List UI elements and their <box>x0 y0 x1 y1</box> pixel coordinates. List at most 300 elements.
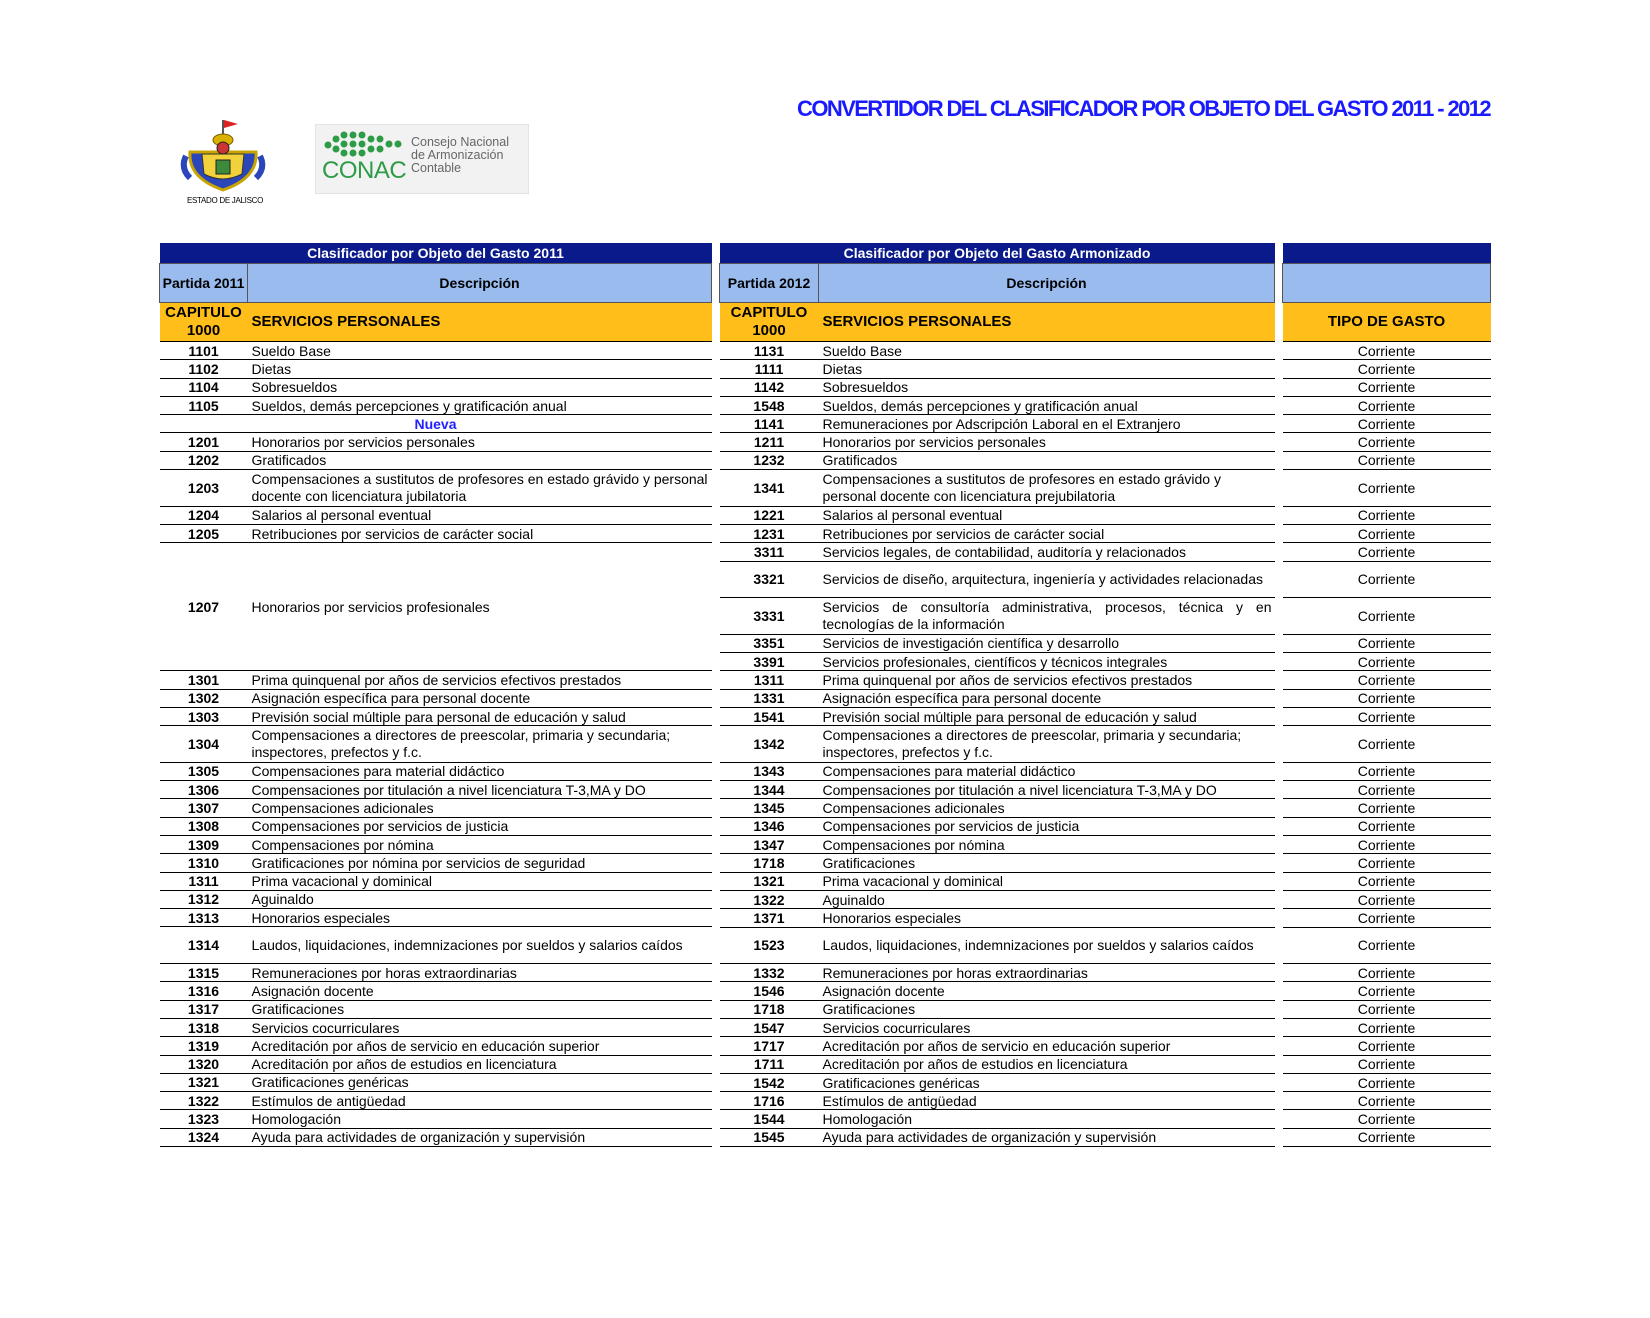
descripcion-2012: Compensaciones a directores de preescolar, primaria y secundaria; inspectores, prefectos y f.c. <box>819 726 1275 763</box>
table-row-2012 <box>720 342 1275 360</box>
col-desc-2011: Descripción <box>248 264 712 303</box>
tipo-gasto-value: Corriente <box>1283 433 1491 451</box>
partida-2012: 1718 <box>720 854 819 872</box>
tipo-gasto-value: Corriente <box>1283 451 1491 469</box>
tipo-gasto-value: Corriente <box>1283 726 1491 763</box>
conac-line-3: Contable <box>411 161 462 175</box>
descripcion-2012: Remuneraciones por horas extraordinarias <box>819 964 1275 982</box>
table-row-2011 <box>160 451 712 469</box>
table-tipo-gasto <box>1282 243 1491 1147</box>
band-row-2011 <box>160 243 712 264</box>
descripcion-2012: Servicios de investigación científica y desarrollo <box>819 634 1275 652</box>
descripcion-2011: Laudos, liquidaciones, indemnizaciones por sueldos y salarios caídos <box>248 927 712 964</box>
descripcion-2011: Compensaciones por servicios de justicia <box>248 817 712 835</box>
descripcion-2012: Remuneraciones por Adscripción Laboral en el Extranjero <box>819 415 1275 433</box>
table-row-2011 <box>160 762 712 780</box>
table-row-tipo <box>1283 817 1491 835</box>
table-row-2011 <box>160 799 712 817</box>
table-row-tipo <box>1283 506 1491 524</box>
descripcion-2011: Homologación <box>248 1110 712 1128</box>
partida-2011: 1317 <box>160 1000 248 1018</box>
descripcion-2011: Compensaciones para material didáctico <box>248 762 712 780</box>
tipo-gasto-value: Corriente <box>1283 799 1491 817</box>
table-row-2012 <box>720 524 1275 542</box>
table-row-2012 <box>720 927 1275 964</box>
table-row-2012 <box>720 872 1275 890</box>
descripcion-2011: Gratificaciones <box>248 1000 712 1018</box>
descripcion-2011: Ayuda para actividades de organización y supervisión <box>248 1128 712 1146</box>
table-row-tipo <box>1283 653 1491 671</box>
tipo-gasto-value: Corriente <box>1283 543 1491 561</box>
partida-2012: 1716 <box>720 1092 819 1110</box>
table-row-tipo <box>1283 1110 1491 1128</box>
partida-2012: 3351 <box>720 634 819 652</box>
table-row-2012 <box>720 671 1275 689</box>
partida-2012: 1542 <box>720 1073 819 1091</box>
table-row-tipo <box>1283 781 1491 799</box>
tipo-gasto-value: Corriente <box>1283 598 1491 635</box>
band-tipo <box>1283 243 1491 264</box>
partida-2012: 3331 <box>720 598 819 635</box>
tipo-gasto-value: Corriente <box>1283 689 1491 707</box>
table-row-2012 <box>720 1073 1275 1091</box>
tipo-gasto-value: Corriente <box>1283 561 1491 598</box>
table-row-2012 <box>720 1037 1275 1055</box>
table-row-2011 <box>160 726 712 763</box>
tipo-gasto-value: Corriente <box>1283 836 1491 854</box>
tipo-gasto-value: Corriente <box>1283 707 1491 725</box>
descripcion-2012: Honorarios especiales <box>819 909 1275 927</box>
table-row-2011 <box>160 982 712 1000</box>
partida-2011: 1307 <box>160 799 248 817</box>
partida-2011: 1312 <box>160 890 248 908</box>
table-2012 <box>719 243 1275 1147</box>
partida-2012: 1545 <box>720 1128 819 1146</box>
table-row-2011 <box>160 470 712 507</box>
descripcion-2012: Salarios al personal eventual <box>819 506 1275 524</box>
partida-2012: 1345 <box>720 799 819 817</box>
table-row-2011 <box>160 707 712 725</box>
table-row-2011 <box>160 543 712 671</box>
table-row-2012 <box>720 1092 1275 1110</box>
partida-2012: 1321 <box>720 872 819 890</box>
tipo-gasto-value: Corriente <box>1283 1000 1491 1018</box>
partida-2011: 1104 <box>160 378 248 396</box>
table-row-2012 <box>720 1000 1275 1018</box>
partida-2012: 1347 <box>720 836 819 854</box>
table-row-tipo <box>1283 799 1491 817</box>
table-row-2012 <box>720 909 1275 927</box>
descripcion-2012: Compensaciones por servicios de justicia <box>819 817 1275 835</box>
partida-2012: 1523 <box>720 927 819 964</box>
tipo-gasto-value: Corriente <box>1283 470 1491 507</box>
table-row-2012 <box>720 451 1275 469</box>
table-row-tipo <box>1283 524 1491 542</box>
table-row-2011 <box>160 415 712 433</box>
partida-2011: 1204 <box>160 506 248 524</box>
descripcion-2011: Acreditación por años de servicio en educación superior <box>248 1037 712 1055</box>
table-row-2012 <box>720 378 1275 396</box>
conac-logo <box>315 124 529 194</box>
table-row-2012 <box>720 707 1275 725</box>
descripcion-2012: Gratificaciones genéricas <box>819 1073 1275 1091</box>
descripcion-2011: Estímulos de antigüedad <box>248 1092 712 1110</box>
chapter-code-2012: CAPITULO 1000 <box>720 303 819 342</box>
descripcion-2012: Sueldo Base <box>819 342 1275 360</box>
partida-2012: 1332 <box>720 964 819 982</box>
table-row-tipo <box>1283 1128 1491 1146</box>
descripcion-2011: Servicios cocurriculares <box>248 1018 712 1036</box>
col-partida-2012: Partida 2012 <box>720 264 819 303</box>
descripcion-2011: Sobresueldos <box>248 378 712 396</box>
partida-2012: 1548 <box>720 396 819 414</box>
tipo-gasto-value: Corriente <box>1283 634 1491 652</box>
tipo-gasto-value: Corriente <box>1283 1092 1491 1110</box>
partida-2011: 1324 <box>160 1128 248 1146</box>
partida-2012: 1232 <box>720 451 819 469</box>
conac-line-1: Consejo Nacional <box>411 135 509 149</box>
partida-2011: 1302 <box>160 689 248 707</box>
table-row-tipo <box>1283 543 1491 561</box>
descripcion-2011: Remuneraciones por horas extraordinarias <box>248 964 712 982</box>
table-row-2012 <box>720 360 1275 378</box>
descripcion-2011: Compensaciones por nómina <box>248 835 712 853</box>
table-row-2012 <box>720 470 1275 507</box>
descripcion-2011: Aguinaldo <box>248 890 712 908</box>
table-row-tipo <box>1283 1037 1491 1055</box>
table-row-tipo <box>1283 1055 1491 1073</box>
col-tipo-blank <box>1283 264 1491 303</box>
table-row-2012 <box>720 433 1275 451</box>
table-row-tipo <box>1283 890 1491 908</box>
descripcion-2012: Prima quinquenal por años de servicios efectivos prestados <box>819 671 1275 689</box>
tipo-gasto-value: Corriente <box>1283 890 1491 908</box>
table-row-tipo <box>1283 854 1491 872</box>
chapter-row-2012 <box>720 303 1275 342</box>
descripcion-2012: Compensaciones para material didáctico <box>819 762 1275 780</box>
partida-2011: 1318 <box>160 1018 248 1036</box>
descripcion-2012: Compensaciones por nómina <box>819 836 1275 854</box>
descripcion-2011: Compensaciones adicionales <box>248 799 712 817</box>
descripcion-2012: Estímulos de antigüedad <box>819 1092 1275 1110</box>
partida-2012: 1546 <box>720 982 819 1000</box>
header-row-tipo <box>1283 264 1491 303</box>
table-row-2012 <box>720 1110 1275 1128</box>
table-row-2012 <box>720 726 1275 763</box>
partida-2011: 1303 <box>160 707 248 725</box>
table-row-tipo <box>1283 689 1491 707</box>
tipo-gasto-value: Corriente <box>1283 506 1491 524</box>
table-row-2012 <box>720 1055 1275 1073</box>
descripcion-2012: Gratificaciones <box>819 1000 1275 1018</box>
band-row-2012 <box>720 243 1275 264</box>
descripcion-2012: Servicios de diseño, arquitectura, ingeniería y actividades relacionadas <box>819 561 1275 598</box>
table-row-tipo <box>1283 396 1491 414</box>
tipo-gasto-value: Corriente <box>1283 1110 1491 1128</box>
partida-2012: 1541 <box>720 707 819 725</box>
table-row-tipo <box>1283 470 1491 507</box>
table-row-tipo <box>1283 378 1491 396</box>
partida-2011: 1308 <box>160 817 248 835</box>
partida-2011: 1202 <box>160 451 248 469</box>
header-row-2012 <box>720 264 1275 303</box>
table-row-tipo <box>1283 1018 1491 1036</box>
descripcion-2012: Honorarios por servicios personales <box>819 433 1275 451</box>
tipo-gasto-value: Corriente <box>1283 524 1491 542</box>
partida-2011: 1309 <box>160 835 248 853</box>
tipo-gasto-value: Corriente <box>1283 1055 1491 1073</box>
partida-2011: 1316 <box>160 982 248 1000</box>
chapter-row-2011 <box>160 303 712 342</box>
partida-2011: 1315 <box>160 964 248 982</box>
partida-2012: 1141 <box>720 415 819 433</box>
partida-2012: 1547 <box>720 1018 819 1036</box>
partida-2011: 1319 <box>160 1037 248 1055</box>
table-row-2011 <box>160 524 712 542</box>
partida-2012: 1342 <box>720 726 819 763</box>
descripcion-2011: Dietas <box>248 360 712 378</box>
descripcion-2012: Previsión social múltiple para personal de educación y salud <box>819 707 1275 725</box>
table-row-2012 <box>720 543 1275 561</box>
table-row-2012 <box>720 689 1275 707</box>
tipo-gasto-value: Corriente <box>1283 342 1491 360</box>
table-row-tipo <box>1283 360 1491 378</box>
tipo-gasto-value: Corriente <box>1283 781 1491 799</box>
descripcion-2011: Gratificaciones genéricas <box>248 1073 712 1091</box>
table-row-2011 <box>160 835 712 853</box>
partida-2012: 1341 <box>720 470 819 507</box>
table-row-2011 <box>160 396 712 414</box>
conac-fullname <box>411 136 509 175</box>
tipo-gasto-value: Corriente <box>1283 360 1491 378</box>
descripcion-2011: Asignación docente <box>248 982 712 1000</box>
table-row-2012 <box>720 799 1275 817</box>
table-row-2011 <box>160 1000 712 1018</box>
partida-2011: 1320 <box>160 1055 248 1073</box>
partida-2011: 1321 <box>160 1073 248 1091</box>
descripcion-2012: Acreditación por años de estudios en licenciatura <box>819 1055 1275 1073</box>
descripcion-2011: Honorarios por servicios personales <box>248 433 712 451</box>
col-desc-2012: Descripción <box>819 264 1275 303</box>
partida-2012: 1142 <box>720 378 819 396</box>
table-row-tipo <box>1283 909 1491 927</box>
table-row-2011 <box>160 1092 712 1110</box>
tipo-header: TIPO DE GASTO <box>1283 303 1491 342</box>
band-2011: Clasificador por Objeto del Gasto 2011 <box>160 243 712 264</box>
partida-2011: 1306 <box>160 781 248 799</box>
table-row-2012 <box>720 561 1275 598</box>
descripcion-2012: Acreditación por años de servicio en educación superior <box>819 1037 1275 1055</box>
partida-2012: 1221 <box>720 506 819 524</box>
descripcion-2012: Sobresueldos <box>819 378 1275 396</box>
partida-2012: 1371 <box>720 909 819 927</box>
table-row-tipo <box>1283 1092 1491 1110</box>
tipo-gasto-value: Corriente <box>1283 872 1491 890</box>
partida-2011: 1305 <box>160 762 248 780</box>
table-row-2011 <box>160 909 712 927</box>
tipo-gasto-value: Corriente <box>1283 1128 1491 1146</box>
tipo-gasto-value: Corriente <box>1283 1018 1491 1036</box>
descripcion-2011: Sueldo Base <box>248 342 712 360</box>
descripcion-2011: Previsión social múltiple para personal de educación y salud <box>248 707 712 725</box>
table-row-tipo <box>1283 598 1491 635</box>
table-row-2011 <box>160 964 712 982</box>
tipo-gasto-value: Corriente <box>1283 378 1491 396</box>
partida-2011: 1313 <box>160 909 248 927</box>
tipo-gasto-value: Corriente <box>1283 982 1491 1000</box>
table-row-2012 <box>720 982 1275 1000</box>
descripcion-2011: Compensaciones por titulación a nivel licenciatura T-3,MA y DO <box>248 781 712 799</box>
band-2012: Clasificador por Objeto del Gasto Armonizado <box>720 243 1275 264</box>
table-row-2012 <box>720 598 1275 635</box>
descripcion-2011: Prima vacacional y dominical <box>248 872 712 890</box>
partida-2012: 3321 <box>720 561 819 598</box>
table-row-2012 <box>720 506 1275 524</box>
table-2011 <box>159 243 712 1147</box>
table-row-2012 <box>720 634 1275 652</box>
tipo-gasto-value: Corriente <box>1283 817 1491 835</box>
descripcion-2012: Compensaciones por titulación a nivel licenciatura T-3,MA y DO <box>819 781 1275 799</box>
descripcion-2012: Gratificaciones <box>819 854 1275 872</box>
descripcion-2012: Compensaciones adicionales <box>819 799 1275 817</box>
jalisco-seal-logo <box>180 118 270 210</box>
partida-2012: 3311 <box>720 543 819 561</box>
descripcion-2012: Sueldos, demás percepciones y gratificación anual <box>819 396 1275 414</box>
table-row-2011 <box>160 817 712 835</box>
chapter-row-tipo <box>1283 303 1491 342</box>
table-row-2011 <box>160 1037 712 1055</box>
table-row-2012 <box>720 762 1275 780</box>
partida-2011: 1322 <box>160 1092 248 1110</box>
table-row-2011 <box>160 433 712 451</box>
tipo-gasto-value: Corriente <box>1283 762 1491 780</box>
tipo-gasto-value: Corriente <box>1283 671 1491 689</box>
table-row-2012 <box>720 1018 1275 1036</box>
table-row-2011 <box>160 1073 712 1091</box>
descripcion-2011: Retribuciones por servicios de carácter social <box>248 524 712 542</box>
table-row-tipo <box>1283 634 1491 652</box>
descripcion-2012: Asignación docente <box>819 982 1275 1000</box>
tipo-gasto-value: Corriente <box>1283 1037 1491 1055</box>
partida-2012: 1344 <box>720 781 819 799</box>
table-row-2011 <box>160 689 712 707</box>
descripcion-2011: Acreditación por años de estudios en licenciatura <box>248 1055 712 1073</box>
table-row-tipo <box>1283 433 1491 451</box>
table-row-2011 <box>160 1055 712 1073</box>
table-row-2011 <box>160 872 712 890</box>
table-row-tipo <box>1283 726 1491 763</box>
partida-2012: 1717 <box>720 1037 819 1055</box>
table-row-2012 <box>720 781 1275 799</box>
partida-2012: 1322 <box>720 890 819 908</box>
table-row-2011 <box>160 342 712 360</box>
table-row-2012 <box>720 854 1275 872</box>
jalisco-coat-of-arms-icon <box>180 118 270 196</box>
table-row-2011 <box>160 506 712 524</box>
nueva-label: Nueva <box>160 415 712 433</box>
table-row-tipo <box>1283 1073 1491 1091</box>
descripcion-2011: Sueldos, demás percepciones y gratificación anual <box>248 396 712 414</box>
descripcion-2012: Laudos, liquidaciones, indemnizaciones por sueldos y salarios caídos <box>819 927 1275 964</box>
partida-2012: 1111 <box>720 360 819 378</box>
table-row-tipo <box>1283 762 1491 780</box>
header-row-2011 <box>160 264 712 303</box>
partida-2012: 1544 <box>720 1110 819 1128</box>
table-row-tipo <box>1283 836 1491 854</box>
descripcion-2011: Compensaciones a sustitutos de profesores en estado grávido y personal docente con licenciatura jubilatoria <box>248 470 712 507</box>
partida-2011: 1310 <box>160 854 248 872</box>
partida-2011: 1323 <box>160 1110 248 1128</box>
table-row-tipo <box>1283 927 1491 964</box>
table-row-tipo <box>1283 451 1491 469</box>
partida-2012: 1718 <box>720 1000 819 1018</box>
partida-2012: 1343 <box>720 762 819 780</box>
descripcion-2012: Homologación <box>819 1110 1275 1128</box>
tipo-gasto-value: Corriente <box>1283 927 1491 964</box>
descripcion-2011: Honorarios por servicios profesionales <box>248 543 712 671</box>
table-row-2012 <box>720 964 1275 982</box>
descripcion-2012: Ayuda para actividades de organización y supervisión <box>819 1128 1275 1146</box>
table-row-tipo <box>1283 415 1491 433</box>
partida-2011: 1205 <box>160 524 248 542</box>
tipo-gasto-value: Corriente <box>1283 396 1491 414</box>
table-row-2012 <box>720 1128 1275 1146</box>
band-row-tipo <box>1283 243 1491 264</box>
descripcion-2012: Servicios de consultoría administrativa, procesos, técnica y en tecnologías de la información <box>819 598 1275 635</box>
partida-2011: 1207 <box>160 543 248 671</box>
partida-2011: 1301 <box>160 671 248 689</box>
descripcion-2012: Servicios legales, de contabilidad, auditoría y relacionados <box>819 543 1275 561</box>
descripcion-2011: Asignación específica para personal docente <box>248 689 712 707</box>
table-row-tipo <box>1283 561 1491 598</box>
descripcion-2012: Aguinaldo <box>819 890 1275 908</box>
table-row-2011 <box>160 360 712 378</box>
table-row-2011 <box>160 890 712 908</box>
partida-2012: 1131 <box>720 342 819 360</box>
partida-2012: 1311 <box>720 671 819 689</box>
partida-2011: 1201 <box>160 433 248 451</box>
partida-2012: 3391 <box>720 653 819 671</box>
table-row-2011 <box>160 927 712 964</box>
descripcion-2011: Compensaciones a directores de preescolar, primaria y secundaria; inspectores, prefectos y f.c. <box>248 726 712 763</box>
table-row-2011 <box>160 1110 712 1128</box>
table-row-2011 <box>160 1018 712 1036</box>
table-row-tipo <box>1283 982 1491 1000</box>
table-row-tipo <box>1283 342 1491 360</box>
table-row-2012 <box>720 836 1275 854</box>
descripcion-2012: Asignación específica para personal docente <box>819 689 1275 707</box>
tipo-gasto-value: Corriente <box>1283 964 1491 982</box>
partida-2012: 1231 <box>720 524 819 542</box>
descripcion-2012: Compensaciones a sustitutos de profesores en estado grávido y personal docente con licenciatura prejubilatoria <box>819 470 1275 507</box>
table-row-2011 <box>160 671 712 689</box>
col-partida-2011: Partida 2011 <box>160 264 248 303</box>
partida-2011: 1311 <box>160 872 248 890</box>
partida-2011: 1314 <box>160 927 248 964</box>
partida-2012: 1346 <box>720 817 819 835</box>
descripcion-2011: Honorarios especiales <box>248 909 712 927</box>
partida-2012: 1331 <box>720 689 819 707</box>
jalisco-caption: ESTADO DE JALISCO <box>186 196 264 205</box>
partida-2011: 1105 <box>160 396 248 414</box>
tipo-gasto-value: Corriente <box>1283 909 1491 927</box>
descripcion-2012: Servicios cocurriculares <box>819 1018 1275 1036</box>
table-row-2012 <box>720 653 1275 671</box>
descripcion-2011: Salarios al personal eventual <box>248 506 712 524</box>
table-row-2011 <box>160 854 712 872</box>
descripcion-2011: Gratificados <box>248 451 712 469</box>
partida-2011: 1101 <box>160 342 248 360</box>
